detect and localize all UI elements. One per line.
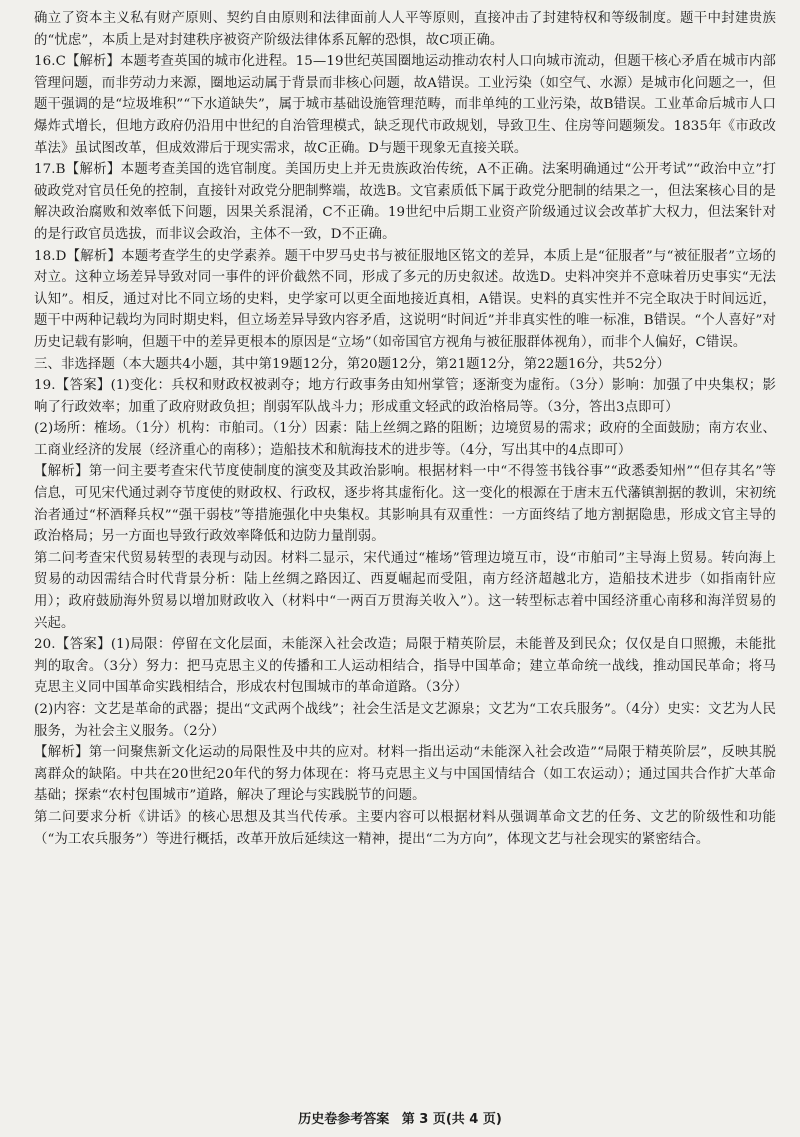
answer-20-part2: (2)内容：文艺是革命的武器；提出“文武两个战线”；社会生活是文艺源泉；文艺为“工农兵服务”。（4分）史实：文艺为人民服务，为社会主义服务。（2分） [34, 702, 776, 739]
footer-page-number: 第 3 页(共 4 页) [401, 1112, 502, 1127]
analysis-20-q1: 【解析】第一问聚焦新文化运动的局限性及中共的应对。材料一指出运动“未能深入社会改造”“局限于精英阶层”，反映其脱离群众的缺陷。中共在20世纪20年代的努力体现在：将马克思主义与中国国情结合（如工农运动）；通过国共合作扩大革命基础；探索“农村包围城市”道路，解决了理论与实践脱节的问题。 [34, 745, 776, 804]
page-footer [0, 1108, 800, 1127]
analysis-19-q1: 【解析】第一问主要考查宋代节度使制度的演变及其政治影响。根据材料一中“不得签书钱谷事”“政悉委知州”“但存其名”等信息，可见宋代通过剥夺节度使的财政权、行政权，逐步将其虚衔化。这一变化的根源在于唐末五代藩镇割据的教训，宋初统治者通过“杯酒释兵权”“强干弱枝”等措施强化中央集权。其影响具有双重性：一方面终结了地方割据隐患，形成文官主导的政治格局；另一方面也导致行政效率降低和边防力量削弱。 [34, 464, 776, 545]
paragraph-continuation: 确立了资本主义私有财产原则、契约自由原则和法律面前人人平等原则，直接冲击了封建特权和等级制度。题干中封建贵族的“忧虑”，本质上是对封建秩序被资产阶级法律体系瓦解的恐惧，故C项正确。 [34, 11, 776, 48]
answer-content [34, 8, 776, 850]
answer-16: 16.C【解析】本题考查英国的城市化进程。15—19世纪英国圈地运动推动农村人口向城市流动，但题干核心矛盾在城市内部管理问题，而非劳动力来源，圈地运动属于背景而非核心问题，故A错误。工业污染（如空气、水源）是城市化问题之一，但题干强调的是“垃圾堆积”“下水道缺失”，属于城市基础设施管理范畴，而非单纯的工业污染，故B错误。工业革命后城市人口爆炸式增长，但地方政府仍沿用中世纪的自治管理模式，缺乏现代市政规划，导致卫生、住房等问题频发。1835年《市政改革法》虽试图改革，但成效滞后于现实需求，故C正确。D与题干现象无直接关联。 [34, 54, 776, 156]
section-heading-non-choice: 三、非选择题（本大题共4小题，其中第19题12分，第20题12分，第21题12分，第22题16分，共52分） [34, 356, 670, 372]
answer-19-part2: (2)场所：榷场。（1分）机构：市舶司。（1分）因素：陆上丝绸之路的阻断；边境贸易的需求；政府的全面鼓励；南方农业、工商业经济的发展（经济重心的南移）；造船技术和航海技术的进步等。（4分，写出其中的4点即可） [34, 421, 776, 458]
answer-20-part1: 20.【答案】(1)局限：停留在文化层面，未能深入社会改造；局限于精英阶层，未能普及到民众；仅仅是自口照搬，未能批判的取舍。（3分）努力：把马克思主义的传播和工人运动相结合，指导中国革命；建立革命统一战线，推动国民革命；将马克思主义同中国革命实践相结合，形成农村包围城市的革命道路。（3分） [34, 637, 776, 696]
answer-17: 17.B【解析】本题考查美国的选官制度。美国历史上并无贵族政治传统，A不正确。法案明确通过“公开考试”“政治中立”打破政党对官员任免的控制，直接针对政党分肥制弊端，故选B。文官素质低下属于政党分肥制的结果之一，但法案核心目的是解决政治腐败和效率低下问题，因果关系混淆，C不正确。19世纪中后期工业资产阶级通过议会改革扩大权力，但法案针对的是行政官员选拔，而非议会政治，主体不一致，D不正确。 [34, 162, 776, 242]
answer-19-part1: 19.【答案】(1)变化：兵权和财政权被剥夺；地方行政事务由知州掌管；逐渐变为虚衔。（3分）影响：加强了中央集权；影响了行政效率；加重了政府财政负担；削弱军队战斗力；形成重文轻武的政治格局等。（3分，答出3点即可） [34, 378, 776, 415]
analysis-19-q2: 第二问考查宋代贸易转型的表现与动因。材料二显示，宋代通过“榷场”管理边境互市，设“市舶司”主导海上贸易。转向海上贸易的动因需结合时代背景分析：陆上丝绸之路因辽、西夏崛起而受阻，南方经济超越北方，造船技术进步（如指南针应用）；政府鼓励海外贸易以增加财政收入（材料中“一两百万贯海关收入”）。这一转型标志着中国经济重心南移和海洋贸易的兴起。 [34, 550, 776, 631]
analysis-20-q2: 第二问要求分析《讲话》的核心思想及其当代传承。主要内容可以根据材料从强调革命文艺的任务、文艺的阶级性和功能（“为工农兵服务”）等进行概括，改革开放后延续这一精神，提出“二为方向”，体现文艺与社会现实的紧密结合。 [34, 809, 776, 847]
footer-title: 历史卷参考答案 [298, 1112, 390, 1127]
answer-18: 18.D【解析】本题考查学生的史学素养。题干中罗马史书与被征服地区铭文的差异，本质上是“征服者”与“被征服者”立场的对立。这种立场差异导致对同一事件的评价截然不同，形成了多元的历史叙述。故选D。史料冲突并不意味着历史事实“无法认知”。相反，通过对比不同立场的史料，史学家可以更全面地接近真相，A错误。史料的真实性并不完全取决于时间远近，题干中两种记载均为同时期史料，但立场差异导致内容矛盾，这说明“时间近”并非真实性的唯一标准，B错误。“个人喜好”对历史记载有影响，但题干中的差异更根本的原因是“立场”（如帝国官方视角与被征服群体视角），而非个人偏好，C错误。 [34, 248, 776, 350]
